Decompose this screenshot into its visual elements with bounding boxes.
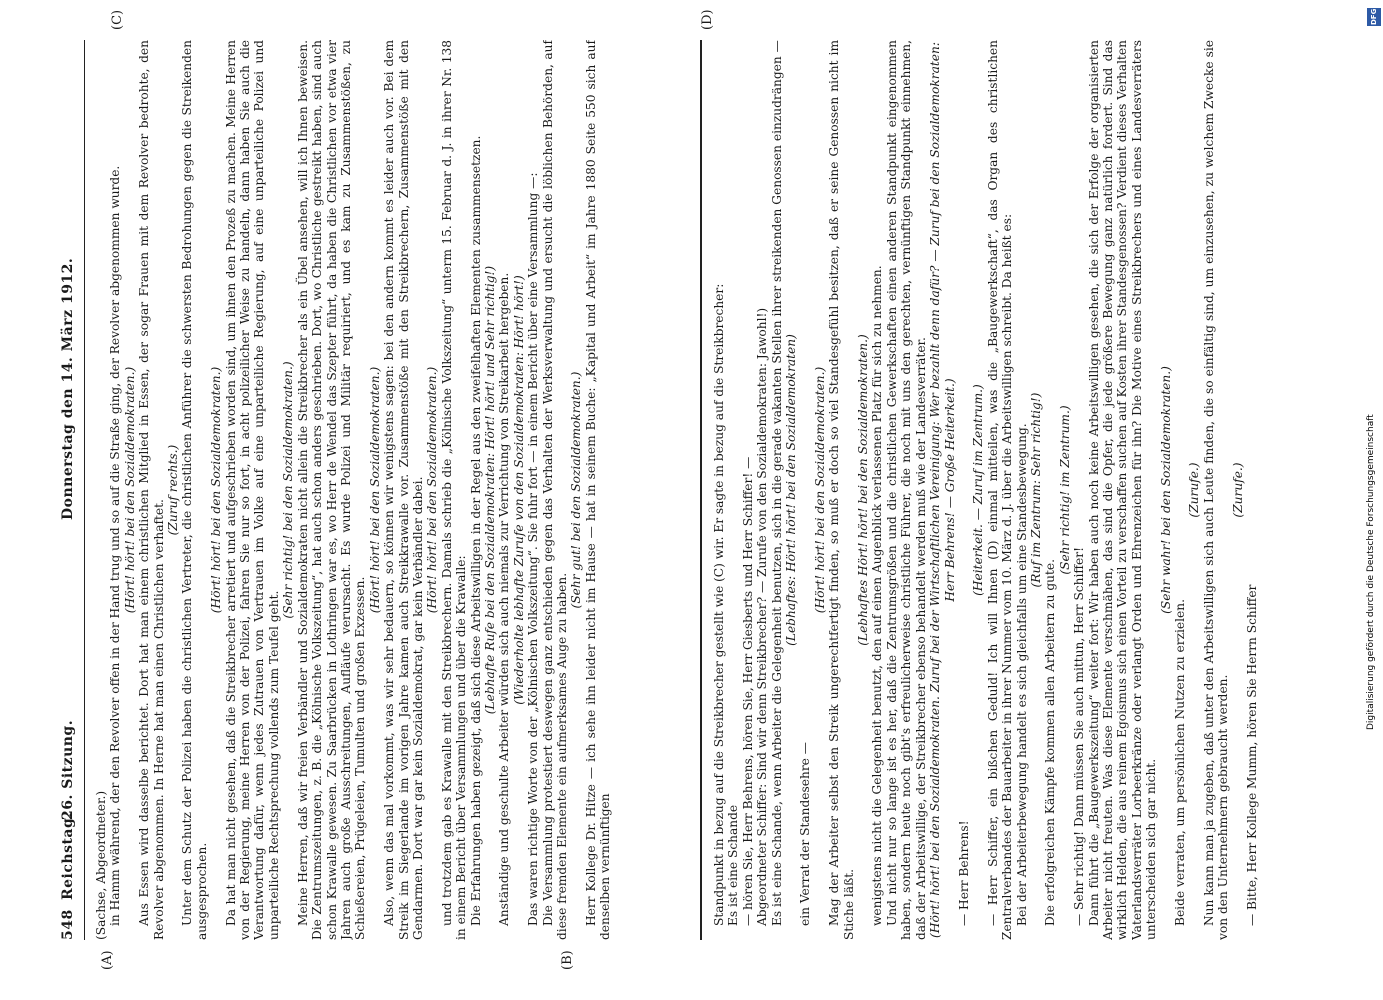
paragraph: Es ist eine Schande, wenn Arbeiter die Gelegenheit benutzen, sich in die gerade vakanten Stellen ihrer streikenden Genossen einzudrängen — — [769, 40, 784, 926]
paragraph: — hören Sie, Herr Behrens, hören Sie, Herr Giesberts und Herr Schiffer! — — [740, 456, 755, 926]
interjection: (Zuruf rechts.) — [166, 444, 181, 536]
interjection: (Sehr richtig! bei den Sozialdemokraten.) — [281, 361, 296, 619]
paragraph: in Hamm während, der den Revolver offen in der Hand trug und so auf die Straße ging, der Revolver abgenommen wurde. — [108, 165, 123, 926]
paragraph: Dann führt die „Baugewerkszeitung“ weiter fort: Wir haben auch noch keine Arbeitswilligen gesehen, die sich der Erfolge der organisierten Arbeiter nicht freuten. Was diese Elemente verschmähen, das sind die Opfer, die jede größere Bewegung ganz natürlich fordert. Sind das wirklich Helden, die aus reinem Egoismus sich einen Vorteil zu verschaffen suchen auf Kosten ihrer Standesgenossen? Verdient dieses Verhalten Vaterlandsverräter Lorbeerkränze oder verlangt Orden und Ehrenzeichen für ihn? Die Motive eines Streikbrechers und eines Landesverräters unterscheiden sich gar nicht. — [1086, 40, 1159, 940]
margin-mark-c: (C) — [110, 9, 125, 30]
paragraph: Beide verraten, um persönlichen Nutzen zu erzielen. — [1173, 599, 1187, 926]
paragraph: — Sehr richtig! Dann müssen Sie auch mittun, Herr Schiffer! — [1072, 547, 1087, 926]
interjection: (Hört! hört! bei den Sozialdemokraten.) — [367, 366, 382, 614]
paragraph: (Sachse, Abgeordneter.) — [94, 790, 108, 940]
paragraph: Und nicht nur so lange ist es her, daß die Zentrumsgrößen und die christlichen Gewerkschaften einen anderen Standpunkt eingenommen haben, sondern heute noch gibt's erfreulicherweise christliche Führer, die noch mit uns den gerechten, vernünftigen Standpunkt einnehmen, daß der Arbeitswillige, der Streikbrecher ebenso behandelt werden muß wie der Landesverräter. — [884, 40, 928, 940]
interjection: (Hört! hört! bei den Sozialdemokraten.) — [122, 366, 137, 614]
paragraph: und trotzdem gab es Krawalle mit den Streikbrechern. Damals schrieb die „Kölnische Volkszeitung“ unterm 15. Februar d. J. in ihrer Nr. 138 in einem Bericht über Versammlungen und über die Krawalle: — [439, 40, 469, 940]
paragraph: Die Versammlung protestiert deswegen ganz entschieden gegen das Verhalten der Werksverwaltung und ersucht die löblichen Behörden, auf diese fremden Elemente ein aufmerksames Auge zu haben. — [540, 40, 569, 940]
interjection: (Lebhafte Rufe bei den Sozialdemokraten: Hört! hört! und Sehr richtig!) — [482, 265, 497, 715]
column-rule — [700, 40, 702, 940]
interjection: (Sehr richtig! im Zentrum.) — [1057, 405, 1072, 575]
interjection: (Hört! hört! bei den Sozialdemokraten. Zuruf bei der Wirtschaftlichen Vereinigung: Wer bezahlt denn dafür? — Zuruf bei den Sozialdemokraten: Herr Behrens! — Große Heiterkeit.) — [928, 42, 957, 938]
paragraph: Die Erfahrungen haben gezeigt, daß sich diese Arbeitswilligen in der Regel aus den zweifelhaften Elementen zusammensetzen. — [468, 135, 483, 926]
paragraph: ein Verrat der Standesehre — — [798, 742, 813, 926]
paragraph: Abgeordneter Schiffer: Sind wir denn Streikbrecher? — Zurufe von den Sozialdemokraten: Jawohl!) — [755, 307, 770, 926]
header-left: Reichstag. — [60, 812, 76, 900]
interjection: (Heiterkeit. — Zuruf im Zentrum.) — [971, 384, 986, 596]
header-date: Donnerstag den 14. März 1912. — [60, 257, 76, 520]
paragraph: — Bitte, Herr Kollege Mumm, hören Sie Herrn Schiffer — [1245, 584, 1260, 926]
interjection: (Sehr gut! bei den Sozialdemokraten.) — [569, 371, 584, 609]
paragraph: Anständige und geschulte Arbeiter würden sich auch niemals zur Verrichtung von Streikarbeit hergeben. — [497, 272, 512, 926]
margin-mark-a: (A) — [100, 950, 115, 970]
text-column-left — [94, 40, 694, 940]
paragraph: Also, wenn das mal vorkommt, was wir sehr bedauern, so können wir wenigstens sagen: bei den andern kommt es leider auch vor. Bei dem Streik im Siegerlande im vorigen Jahre kamen auch Streikkrawalle vor. Zusammenstöße mit den Streikbrechern, Zusammenstöße mit den Gendarmen. Dort war gar kein Sozialdemokrat, gar kein Verbändler dabei. — [382, 40, 425, 940]
paragraph: Unter dem Schutz der Polizei haben die christlichen Vertreter, die christlichen Anführer die schwersten Bedrohungen gegen die Streikenden ausgesprochen. — [180, 40, 209, 940]
paragraph: Aus Essen wird dasselbe berichtet. Dort hat man einem christlichen Mitglied in Essen, der sogar Frauen mit dem Revolver bedrohte, den Revolver abgenommen. In Herne hat man einen Christlichen verhaftet. — [137, 40, 166, 940]
paragraph: Bei der Arbeiterbewegung handelt es sich gleichfalls um eine Standesbewegung. — [1014, 423, 1029, 926]
dfg-logo: DFG — [1367, 8, 1381, 26]
paragraph: Standpunkt in bezug auf die Streikbrecher gestellt wie (C) wir. Er sagte in bezug auf die Streikbrecher: — [712, 283, 726, 926]
paragraph: Das waren richtige Worte von der „Kölnischen Volkszeitung“. Sie fuhr fort — in einem Bericht über eine Versammlung —: — [526, 172, 541, 926]
paragraph: Herr Kollege Dr. Hitze — ich sehe ihn leider nicht im Hause — hat in seinem Buche: „Kapital und Arbeit“ im Jahre 1880 Seite 550 sich auf denselben vernünftigen — [583, 40, 613, 940]
interjection: (Zurufe.) — [1230, 462, 1245, 518]
interjection: (Hört! hört! bei den Sozialdemokraten.) — [209, 366, 224, 614]
paragraph: Es ist eine Schande — [726, 804, 741, 926]
paragraph: Nun kann man ja zugeben, daß unter den Arbeitswilligen sich auch Leute finden, die so einfältig sind, um einzusehen, zu welchem Zwecke sie von den Unternehmern gebraucht werden. — [1201, 40, 1231, 940]
running-header — [60, 40, 82, 940]
header-session: 26. Sitzung. — [60, 719, 76, 820]
paragraph: Da hat man nicht gesehen, daß die Streikbrecher arretiert und aufgeschrieben worden sind, um ihnen den Prozeß zu machen. Meine Herren von der Regierung, meine Herren von der Polizei, fahren Sie nur so fort, in acht polizeilicher Weise zu handeln, dann haben Sie auch die Verantwortung dafür, wenn jedes Zutrauen von Vertrauen im Volke auf eine unparteiliche Regierung, auf eine unparteiliche Polizei und unparteiliche Rechtsprechung vollends zum Teufel geht. — [223, 40, 281, 940]
interjection: (Hört! hört! bei den Sozialdemokraten.) — [812, 366, 827, 614]
interjection: (Wiederholte lebhafte Zurufe von den Sozialdemokraten: Hört! hört!) — [511, 275, 526, 705]
paragraph: wenigstens nicht die Gelegenheit benutzt, den auf einen Augenblick verlassenen Platz für sich zu nehmen. — [870, 265, 885, 926]
paragraph: Die erfolgreichen Kämpfe kommen allen Arbeitern zu gute. — [1043, 559, 1058, 926]
paragraph: Mag der Arbeiter selbst den Streik ungerechtfertigt finden, so muß er doch so viel Standesgefühl besitzen, daß er seine Genossen nicht im Stiche läßt. — [827, 40, 856, 940]
paragraph: — Herr Schiffer, ein bißchen Geduld! Ich will Ihnen (D) einmal mitteilen, was die „Baugewerkschaft“, das Organ des christlichen Zentralverbandes der Bauarbeiter in ihrer Nummer vom 10. März d. J. über die Arbeitswilligen schreibt. Da heißt es: — [985, 40, 1015, 940]
text-column-right — [712, 40, 1312, 940]
margin-mark-b: (B) — [560, 950, 575, 970]
interjection: (Sehr wahr! bei den Sozialdemokraten.) — [1158, 366, 1173, 614]
digitization-credit: Digitalisierung gefördert durch die Deutsche Forschungsgemeinschaft — [1366, 414, 1376, 730]
interjection: (Lebhaftes Hört! hört! bei den Sozialdemokraten.) — [856, 334, 871, 646]
page-number: 548 — [60, 909, 76, 940]
interjection: (Ruf im Zentrum: Sehr richtig!) — [1028, 392, 1043, 588]
margin-mark-d: (D) — [700, 9, 715, 30]
interjection: (Zurufe.) — [1187, 462, 1202, 518]
interjection: (Lebhaftes: Hört! hört! bei den Sozialdemokraten) — [784, 334, 799, 646]
header-rule — [84, 40, 85, 940]
paragraph: — Herr Behrens! — [956, 820, 971, 926]
interjection: (Hört! hört! bei den Sozialdemokraten.) — [425, 366, 440, 614]
paragraph: Meine Herren, daß wir freien Verbändler und Sozialdemokraten nicht allein die Streikbrecher als ein Übel ansehen, will ich Ihnen beweisen. Die Zentrumszeitungen, z. B. die „Kölnische Volkszeitung“, hat auch schon anders geschrieben. Dort, wo Christliche gestreikt haben, sind auch schon Krawalle gewesen. Zu Saarbrücken in Lothringen war es, wo Herr de Wendel das Szepter führt, da haben die Christlichen vor etwa vier Jahren auch große Ausschreitungen, Aufläufe verursacht. Es wurde Polizei und Militär requiriert, und es kam zu Zusammenstößen, zu Schießereien, Prügeleien, Tumulten und großen Exzessen. — [295, 40, 368, 940]
